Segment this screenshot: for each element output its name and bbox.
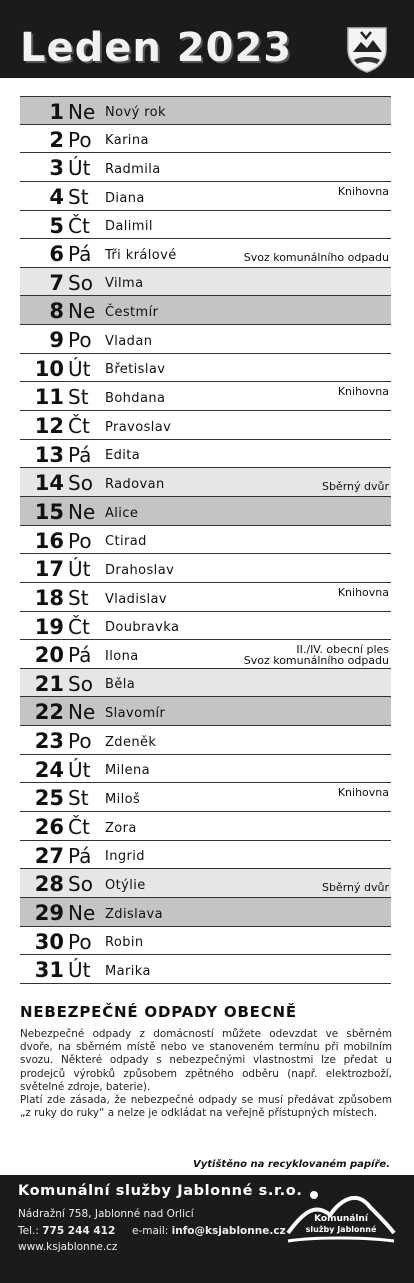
day-row [20,669,391,698]
weekday: Čt [68,815,90,840]
name-day: Pravoslav [105,419,172,435]
weekday: Ne [68,900,96,925]
name-day: Ilona [105,648,139,664]
weekday: So [68,270,93,295]
day-row [20,812,391,841]
day-row [20,497,391,526]
calendar-list [20,96,391,984]
day-number: 18 [34,585,64,610]
company-logo-icon [284,1181,398,1261]
day-number: 24 [34,757,64,782]
day-number: 27 [34,843,64,868]
name-day: Diana [105,190,145,206]
month-title: Leden 2023 [20,25,293,71]
weekday: Čt [68,414,90,439]
event-note-line: II./IV. obecní ples [296,643,389,657]
day-number: 4 [49,184,64,209]
name-day: Čestmír [105,305,159,321]
day-number: 16 [34,528,64,553]
name-day: Vladan [105,333,153,349]
day-row [20,755,391,784]
day-row [20,211,391,240]
tel-number: 775 244 412 [42,1225,116,1237]
event-note: Knihovna [337,184,389,198]
day-row [20,296,391,325]
day-row [20,468,391,497]
day-row [20,869,391,898]
weekday: St [68,184,89,209]
name-day: Vladislav [105,591,167,607]
coat-of-arms-icon [344,24,390,74]
weekday: Pá [68,442,92,467]
day-number: 14 [34,471,64,496]
weekday: Ne [68,499,96,524]
event-note: Svoz komunálního odpadu [243,250,389,264]
event-note: Knihovna [337,786,389,800]
event-note: Sběrný dvůr [321,479,389,493]
name-day: Tři králové [105,247,177,263]
weekday: Po [68,929,92,954]
header-bar [0,0,414,78]
name-day: Vilma [105,276,144,292]
day-number: 13 [34,442,64,467]
website-link[interactable]: www.ksjablonne.cz [18,1241,118,1253]
day-number: 12 [34,414,64,439]
weekday: Út [68,156,91,181]
day-number: 30 [34,929,64,954]
day-number: 31 [34,958,64,983]
info-heading: NEBEZPEČNÉ ODPADY OBECNĚ [20,1003,297,1021]
day-number: 22 [34,700,64,725]
name-day: Zdeněk [105,734,157,750]
day-row [20,554,391,583]
event-note: Knihovna [337,385,389,399]
day-row [20,411,391,440]
name-day: Miloš [105,792,141,808]
day-number: 2 [49,127,64,152]
day-number: 25 [34,786,64,811]
logo-text-1: Komunální [314,1214,368,1224]
event-note: Sběrný dvůr [321,880,389,894]
weekday: Po [68,729,92,754]
weekday: St [68,385,89,410]
weekday: St [68,786,89,811]
info-paragraph: Platí zde zásada, že nebezpečné odpady se musí předávat způsobem „z ruky do ruky“ a nelze je odkládat na veřejně přístupných místech. [20,1094,392,1120]
name-day: Nový rok [105,104,166,120]
weekday: Čt [68,213,90,238]
day-row [20,583,391,612]
event-note [244,644,389,666]
day-number: 17 [34,557,64,582]
day-number: 9 [49,328,64,353]
day-number: 6 [49,242,64,267]
name-day: Slavomír [105,706,166,722]
name-day: Milena [105,763,151,779]
day-row [20,325,391,354]
weekday: Pá [68,242,92,267]
day-row [20,927,391,956]
weekday: Út [68,958,91,983]
day-number: 8 [49,299,64,324]
day-number: 10 [34,356,64,381]
weekday: Ne [68,700,96,725]
weekday: Po [68,127,92,152]
weekday: So [68,671,93,696]
email-link[interactable]: info@ksjablonne.cz [171,1225,286,1237]
company-contact [18,1225,286,1237]
day-number: 3 [49,156,64,181]
name-day: Edita [105,448,141,464]
name-day: Radovan [105,476,165,492]
weekday: Út [68,356,91,381]
weekday: So [68,872,93,897]
name-day: Drahoslav [105,562,175,578]
tel-label: Tel.: [18,1225,39,1237]
info-paragraph: Nebezpečné odpady z domácností můžete odevzdat ve sběrném dvoře, na sběrném místě nebo ve stanoveném termínu při mobilním svozu. Některé odpady s nebezpečnými vlastnostmi lze předat u prodejců výrobků způsobem zpětného odběru (např. elektrozboží, světelné zdroje, baterie). [20,1028,392,1093]
day-row [20,898,391,927]
day-row [20,268,391,297]
day-row [20,239,391,268]
logo-text-2: služby Jablonné [305,1225,377,1234]
day-row [20,382,391,411]
name-day: Karina [105,133,149,149]
day-number: 19 [34,614,64,639]
name-day: Zdislava [105,906,163,922]
day-number: 1 [49,100,64,124]
weekday: Ne [68,299,96,324]
day-number: 29 [34,900,64,925]
name-day: Zora [105,820,137,836]
name-day: Otýlie [105,877,146,893]
day-row [20,697,391,726]
day-number: 11 [34,385,64,410]
day-row [20,726,391,755]
day-row [20,125,391,154]
day-number: 20 [34,643,64,668]
weekday: Po [68,528,92,553]
footer-bar [0,1175,414,1283]
day-row [20,182,391,211]
weekday: Út [68,557,91,582]
name-day: Ingrid [105,849,145,865]
day-row [20,153,391,182]
day-number: 23 [34,729,64,754]
name-day: Běla [105,677,136,693]
day-row [20,354,391,383]
name-day: Marika [105,963,151,979]
weekday: St [68,585,89,610]
name-day: Doubravka [105,620,180,636]
day-row [20,783,391,812]
company-address: Nádražní 758, Jablonné nad Orlicí [18,1208,194,1220]
day-row [20,955,391,984]
day-number: 7 [49,270,64,295]
day-row [20,96,391,125]
email-label: e-mail: [132,1225,169,1237]
weekday: Čt [68,614,90,639]
name-day: Robin [105,935,144,951]
weekday: Út [68,757,91,782]
day-row [20,526,391,555]
day-number: 15 [34,499,64,524]
company-name: Komunální služby Jablonné s.r.o. [18,1183,303,1199]
name-day: Břetislav [105,362,166,378]
day-row [20,841,391,870]
weekday: Pá [68,643,92,668]
weekday: Po [68,328,92,353]
event-note-line: Svoz komunálního odpadu [243,654,389,668]
recycled-paper-note: Vytištěno na recyklovaném papíře. [193,1159,390,1170]
day-number: 28 [34,872,64,897]
day-number: 5 [49,213,64,238]
day-number: 21 [34,671,64,696]
name-day: Dalimil [105,219,153,235]
name-day: Alice [105,505,139,521]
day-row [20,640,391,669]
weekday: So [68,471,93,496]
name-day: Bohdana [105,391,166,407]
event-note: Knihovna [337,585,389,599]
weekday: Ne [68,100,96,124]
name-day: Ctirad [105,534,147,550]
weekday: Pá [68,843,92,868]
info-text [20,1028,392,1120]
day-row [20,440,391,469]
day-number: 26 [34,815,64,840]
name-day: Radmila [105,161,161,177]
day-row [20,612,391,641]
